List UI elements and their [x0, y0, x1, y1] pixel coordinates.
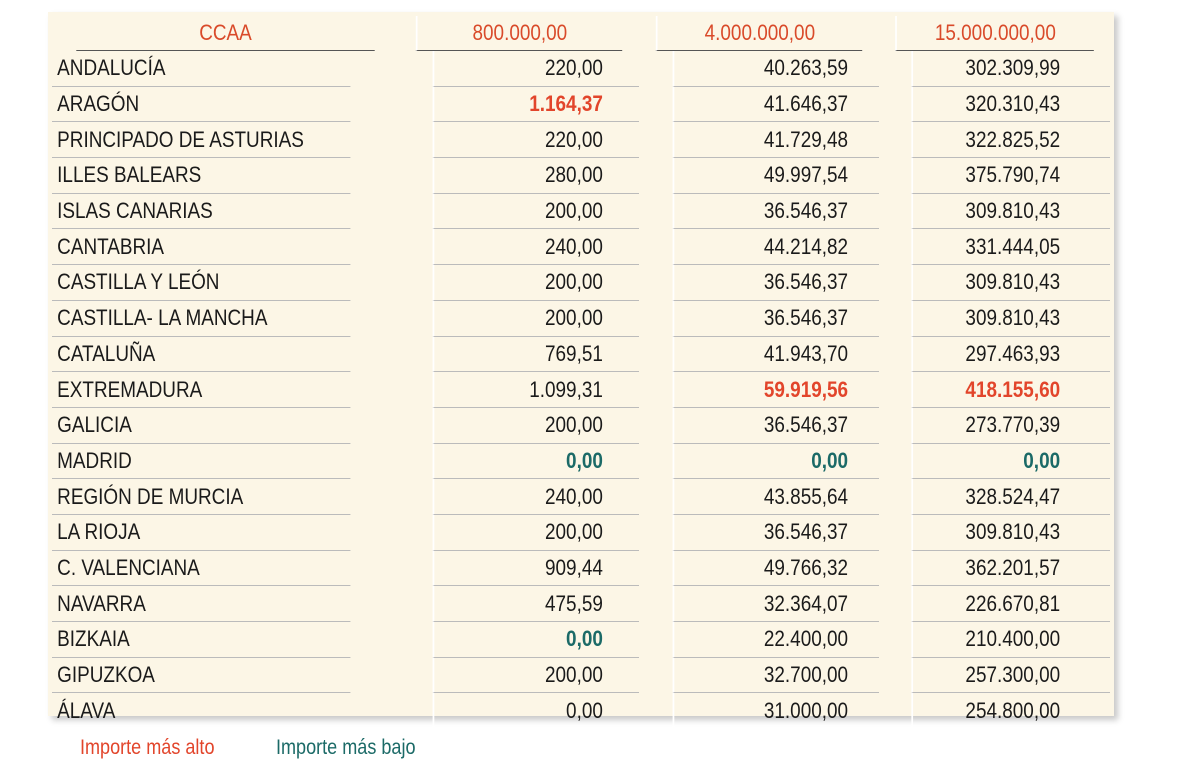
row-value-col-3: 226.670,81 — [911, 586, 1110, 622]
row-value-col-1: 200,00 — [433, 658, 639, 694]
row-value-col-2: 36.546,37 — [673, 194, 879, 230]
header-col-1: 800.000,00 — [416, 16, 622, 51]
row-ccaa-name: NAVARRA — [52, 586, 350, 622]
row-value-col-2: 32.364,07 — [673, 586, 879, 622]
row-ccaa-name: ISLAS CANARIAS — [52, 194, 350, 230]
row-value-col-1: 909,44 — [433, 551, 639, 587]
row-value-col-2: 22.400,00 — [673, 622, 879, 658]
row-ccaa-name: BIZKAIA — [52, 622, 350, 658]
row-value-col-2: 43.855,64 — [673, 479, 879, 515]
ccaa-table — [52, 16, 1110, 728]
row-value-col-3: 309.810,43 — [911, 194, 1110, 230]
header-col-3: 15.000.000,00 — [895, 16, 1094, 51]
row-value-col-3: 320.310,43 — [911, 87, 1110, 123]
table-row — [52, 479, 1110, 515]
tax-table-panel — [48, 12, 1114, 723]
row-value-col-2: 41.646,37 — [673, 87, 879, 123]
row-ccaa-name: LA RIOJA — [52, 515, 350, 551]
row-value-col-2: 32.700,00 — [673, 658, 879, 694]
table-row — [52, 408, 1110, 444]
row-ccaa-name: CASTILLA Y LEÓN — [52, 265, 350, 301]
header-col-2: 4.000.000,00 — [656, 16, 862, 51]
legend-low: Importe más bajo — [276, 736, 416, 759]
table-row — [52, 229, 1110, 265]
table-row — [52, 693, 1110, 728]
header-ccaa: CCAA — [76, 16, 374, 51]
row-value-col-3: 254.800,00 — [911, 693, 1110, 728]
row-ccaa-name: REGIÓN DE MURCIA — [52, 479, 350, 515]
table-row — [52, 551, 1110, 587]
table-row — [52, 337, 1110, 373]
row-value-col-3: 309.810,43 — [911, 515, 1110, 551]
row-value-col-1: 769,51 — [433, 337, 639, 373]
row-value-col-2: 36.546,37 — [673, 408, 879, 444]
header-row — [52, 16, 1110, 51]
row-value-col-2: 0,00 — [673, 444, 879, 480]
row-value-col-2: 49.766,32 — [673, 551, 879, 587]
row-value-col-1: 475,59 — [433, 586, 639, 622]
row-value-col-2: 36.546,37 — [673, 515, 879, 551]
row-value-col-1: 200,00 — [433, 515, 639, 551]
row-value-col-2: 59.919,56 — [673, 372, 879, 408]
row-ccaa-name: ANDALUCÍA — [52, 51, 350, 87]
table-row — [52, 194, 1110, 230]
row-value-col-1: 220,00 — [433, 122, 639, 158]
row-value-col-3: 273.770,39 — [911, 408, 1110, 444]
row-ccaa-name: CANTABRIA — [52, 229, 350, 265]
table-body — [52, 51, 1110, 728]
row-ccaa-name: ILLES BALEARS — [52, 158, 350, 194]
row-ccaa-name: CASTILLA- LA MANCHA — [52, 301, 350, 337]
row-value-col-2: 36.546,37 — [673, 301, 879, 337]
table-row — [52, 122, 1110, 158]
row-value-col-3: 309.810,43 — [911, 301, 1110, 337]
table-row — [52, 51, 1110, 87]
row-ccaa-name: EXTREMADURA — [52, 372, 350, 408]
row-value-col-2: 31.000,00 — [673, 693, 879, 728]
row-value-col-1: 280,00 — [433, 158, 639, 194]
row-value-col-3: 362.201,57 — [911, 551, 1110, 587]
row-value-col-1: 0,00 — [433, 622, 639, 658]
row-value-col-1: 200,00 — [433, 265, 639, 301]
row-ccaa-name: PRINCIPADO DE ASTURIAS — [52, 122, 350, 158]
row-value-col-3: 328.524,47 — [911, 479, 1110, 515]
row-ccaa-name: GALICIA — [52, 408, 350, 444]
row-value-col-1: 1.099,31 — [433, 372, 639, 408]
row-value-col-1: 240,00 — [433, 479, 639, 515]
row-value-col-3: 0,00 — [911, 444, 1110, 480]
row-value-col-1: 1.164,37 — [433, 87, 639, 123]
table-row — [52, 586, 1110, 622]
row-value-col-3: 297.463,93 — [911, 337, 1110, 373]
row-value-col-3: 375.790,74 — [911, 158, 1110, 194]
row-value-col-3: 210.400,00 — [911, 622, 1110, 658]
row-value-col-2: 49.997,54 — [673, 158, 879, 194]
row-ccaa-name: CATALUÑA — [52, 337, 350, 373]
row-value-col-3: 322.825,52 — [911, 122, 1110, 158]
row-ccaa-name: ÁLAVA — [57, 697, 116, 723]
table-row — [52, 658, 1110, 694]
row-value-col-1: 0,00 — [433, 444, 639, 480]
table-row — [52, 372, 1110, 408]
row-value-col-2: 41.729,48 — [673, 122, 879, 158]
table-row — [52, 444, 1110, 480]
row-value-col-2: 36.546,37 — [673, 265, 879, 301]
row-value-col-1: 220,00 — [433, 51, 639, 87]
row-value-col-1: 200,00 — [433, 194, 639, 230]
table-row — [52, 301, 1110, 337]
row-value-col-3: 331.444,05 — [911, 229, 1110, 265]
table-row — [52, 265, 1110, 301]
row-ccaa-name: C. VALENCIANA — [52, 551, 350, 587]
row-ccaa-name: ARAGÓN — [52, 87, 350, 123]
row-value-col-3: 418.155,60 — [911, 372, 1110, 408]
row-value-col-2: 41.943,70 — [673, 337, 879, 373]
row-ccaa-name: GIPUZKOA — [52, 658, 350, 694]
table-row — [52, 87, 1110, 123]
row-value-col-1: 240,00 — [433, 229, 639, 265]
row-value-col-3: 257.300,00 — [911, 658, 1110, 694]
row-value-col-3: 302.309,99 — [911, 51, 1110, 87]
legend-high: Importe más alto — [80, 736, 215, 759]
row-value-col-1: 200,00 — [433, 301, 639, 337]
row-ccaa-name: MADRID — [52, 444, 350, 480]
row-value-col-3: 309.810,43 — [911, 265, 1110, 301]
row-value-col-2: 40.263,59 — [673, 51, 879, 87]
table-row — [52, 515, 1110, 551]
table-row — [52, 622, 1110, 658]
row-value-col-2: 44.214,82 — [673, 229, 879, 265]
table-row — [52, 158, 1110, 194]
row-value-col-1: 200,00 — [433, 408, 639, 444]
row-value-col-1: 0,00 — [433, 693, 639, 728]
